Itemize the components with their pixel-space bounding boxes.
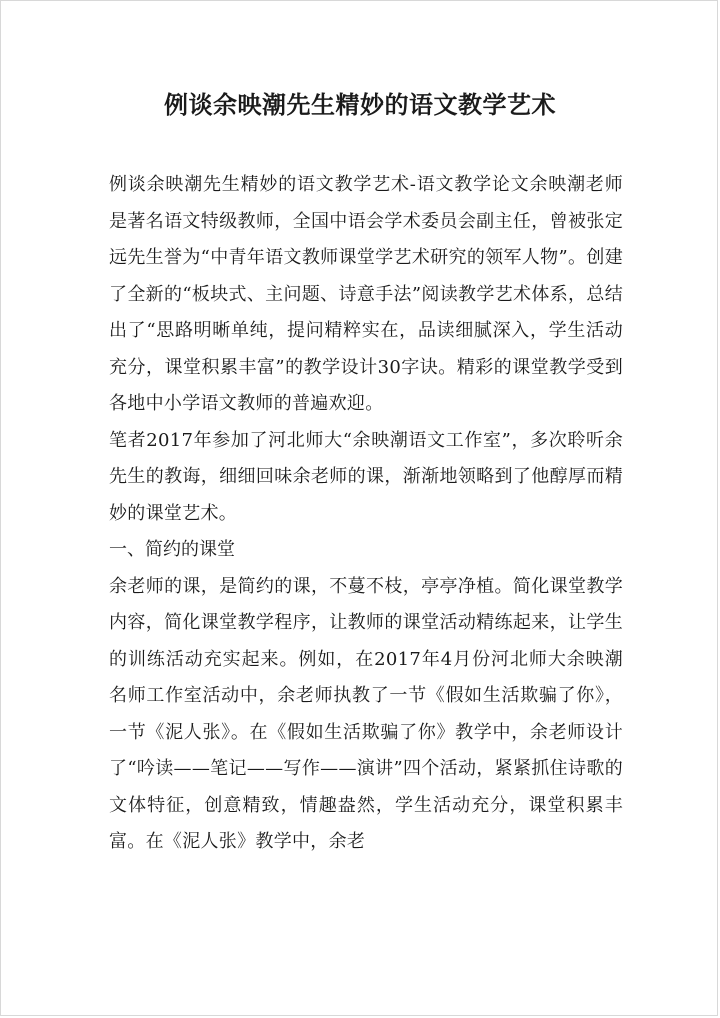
section-paragraph: 余老师的课，是简约的课，不蔓不枝，亭亭净植。简化课堂教学内容，简化课堂教学程序，让教师的课堂活动精练起来，让学生的训练活动充实起来。例如，在2017年4月份河北师大余映潮名师工作室活动中，余老师执教了一节《假如生活欺骗了你》，一节《泥人张》。在《假如生活欺骗了你》教学中，余老师设计了“吟读——笔记——写作——演讲”四个活动，紧紧抓住诗歌的文体特征，创意精致，情趣盎然，学生活动充分，课堂积累丰富。在《泥人张》教学中，余老 — [109, 575, 623, 852]
document-title: 例谈余映潮先生精妙的语文教学艺术 — [164, 90, 556, 119]
section-heading: 一、简约的课堂 — [109, 539, 235, 560]
document-body — [109, 167, 623, 861]
author-paragraph: 笔者2017年参加了河北师大“余映潮语文工作室”，多次聆听余先生的教诲，细细回味余老师的课，渐渐地领略到了他醇厚而精妙的课堂艺术。 — [109, 429, 623, 524]
intro-paragraph: 例谈余映潮先生精妙的语文教学艺术-语文教学论文余映潮老师是著名语文特级教师，全国中语会学术委员会副主任，曾被张定远先生誉为“中青年语文教师课堂学艺术研究的领军人物”。创建了全新的“板块式、主问题、诗意手法”阅读教学艺术体系，总结出了“思路明晰单纯，提问精粹实在，品读细腻深入，学生活动充分，课堂积累丰富”的教学设计30字诀。精彩的课堂教学受到各地中小学语文教师的普遍欢迎。 — [109, 174, 623, 414]
